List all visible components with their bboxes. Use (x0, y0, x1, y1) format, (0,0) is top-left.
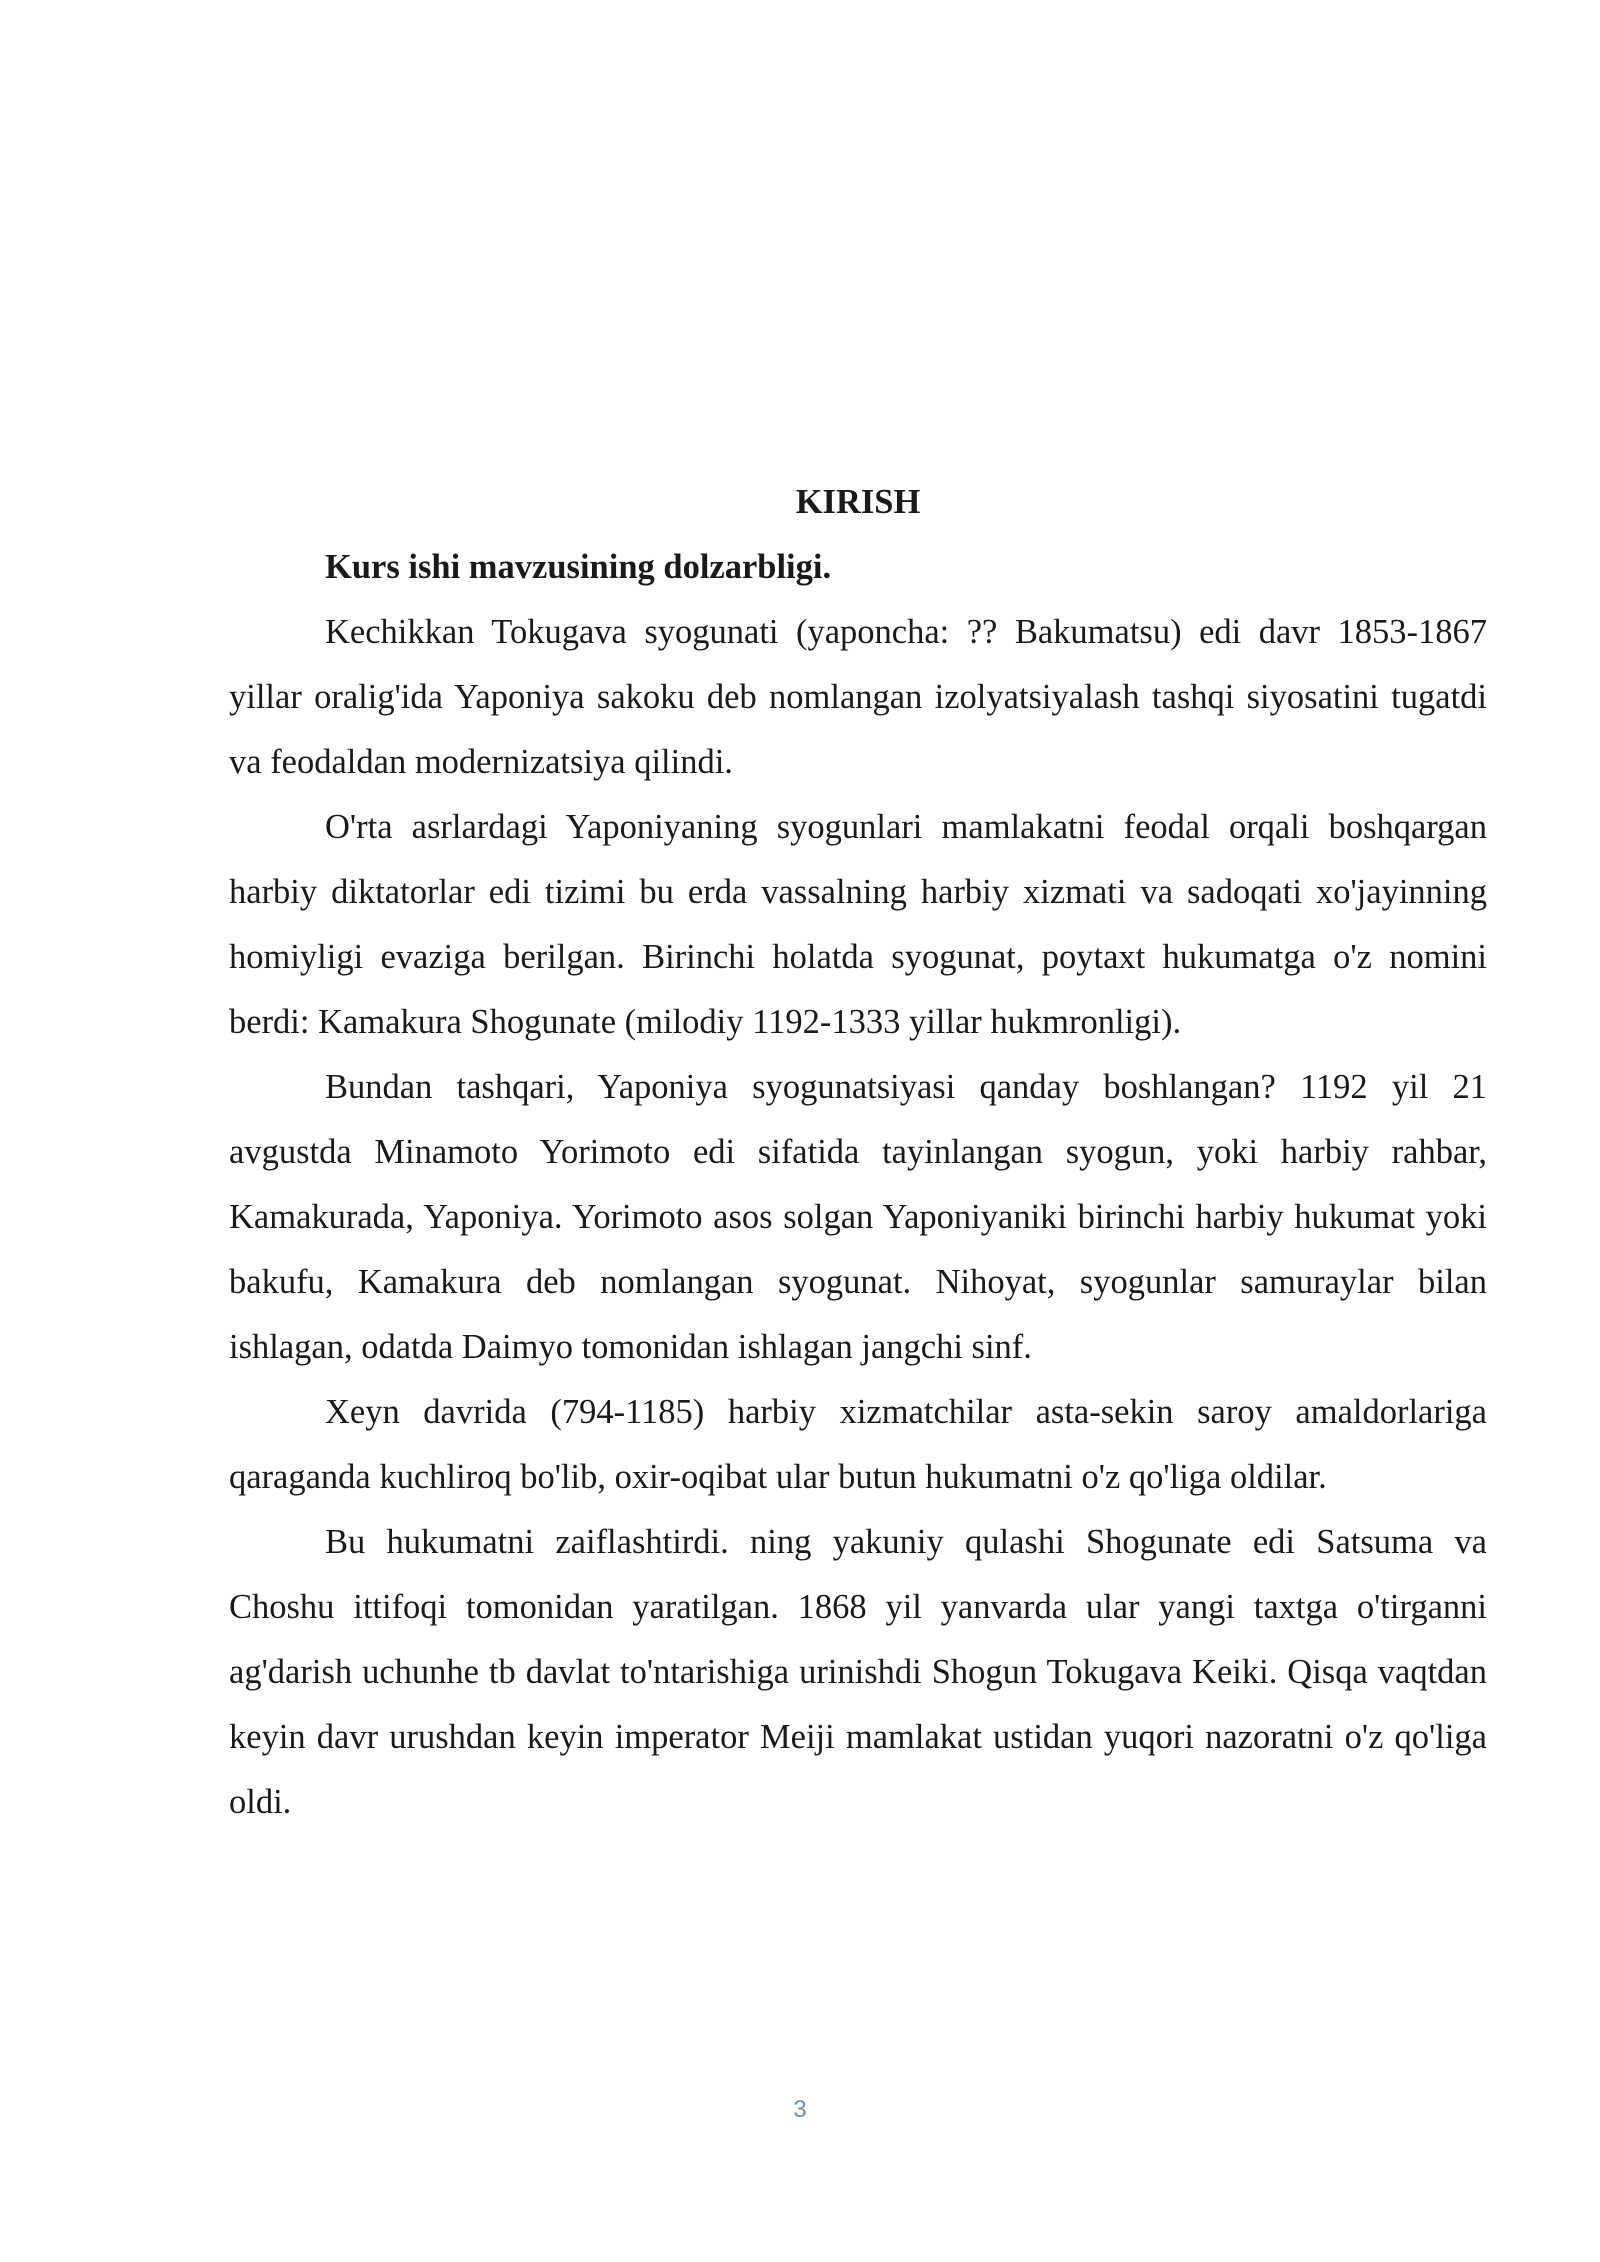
paragraph: Xeyn davrida (794-1185) harbiy xizmatchilar asta-sekin saroy amaldorlariga qaraganda kuchliroq bo'lib, oxir-oqibat ular butun hukumatni o'z qo'liga oldilar. (229, 1393, 1487, 1496)
page-number: 3 (793, 2096, 807, 2123)
section-heading: KIRISH (795, 483, 921, 521)
page-body (229, 470, 1487, 1835)
paragraph: Kechikkan Tokugava syogunati (yaponcha: ?? Bakumatsu) edi davr 1853-1867 yillar oralig'ida Yaponiya sakoku deb nomlangan izolyatsiyalash tashqi siyosatini tugatdi va feodaldan modernizatsiya qilindi. (229, 613, 1487, 781)
paragraph: Bundan tashqari, Yaponiya syogunatsiyasi qanday boshlangan? 1192 yil 21 avgustda Minamoto Yorimoto edi sifatida tayinlangan syogun, yoki harbiy rahbar, Kamakurada, Yaponiya. Yorimoto asos solgan Yaponiyaniki birinchi harbiy hukumat yoki bakufu, Kamakura deb nomlangan syogunat. Nihoyat, syogunlar samuraylar bilan ishlagan, odatda Daimyo tomonidan ishlagan jangchi sinf. (229, 1068, 1487, 1366)
paragraph: O'rta asrlardagi Yaponiyaning syogunlari mamlakatni feodal orqali boshqargan harbiy diktatorlar edi tizimi bu erda vassalning harbiy xizmati va sadoqati xo'jayinning homiyligi evaziga berilgan. Birinchi holatda syogunat, poytaxt hukumatga o'z nomini berdi: Kamakura Shogunate (milodiy 1192-1333 yillar hukmronligi). (229, 808, 1487, 1041)
section-subheading: Kurs ishi mavzusining dolzarbligi. (325, 548, 832, 586)
paragraph: Bu hukumatni zaiflashtirdi. ning yakuniy qulashi Shogunate edi Satsuma va Choshu ittifoqi tomonidan yaratilgan. 1868 yil yanvarda ular yangi taxtga o'tirganni ag'darish uchunhe tb davlat to'ntarishiga urinishdi Shogun Tokugava Keiki. Qisqa vaqtdan keyin davr urushdan keyin imperator Meiji mamlakat ustidan yuqori nazoratni o'z qo'liga oldi. (229, 1523, 1487, 1821)
